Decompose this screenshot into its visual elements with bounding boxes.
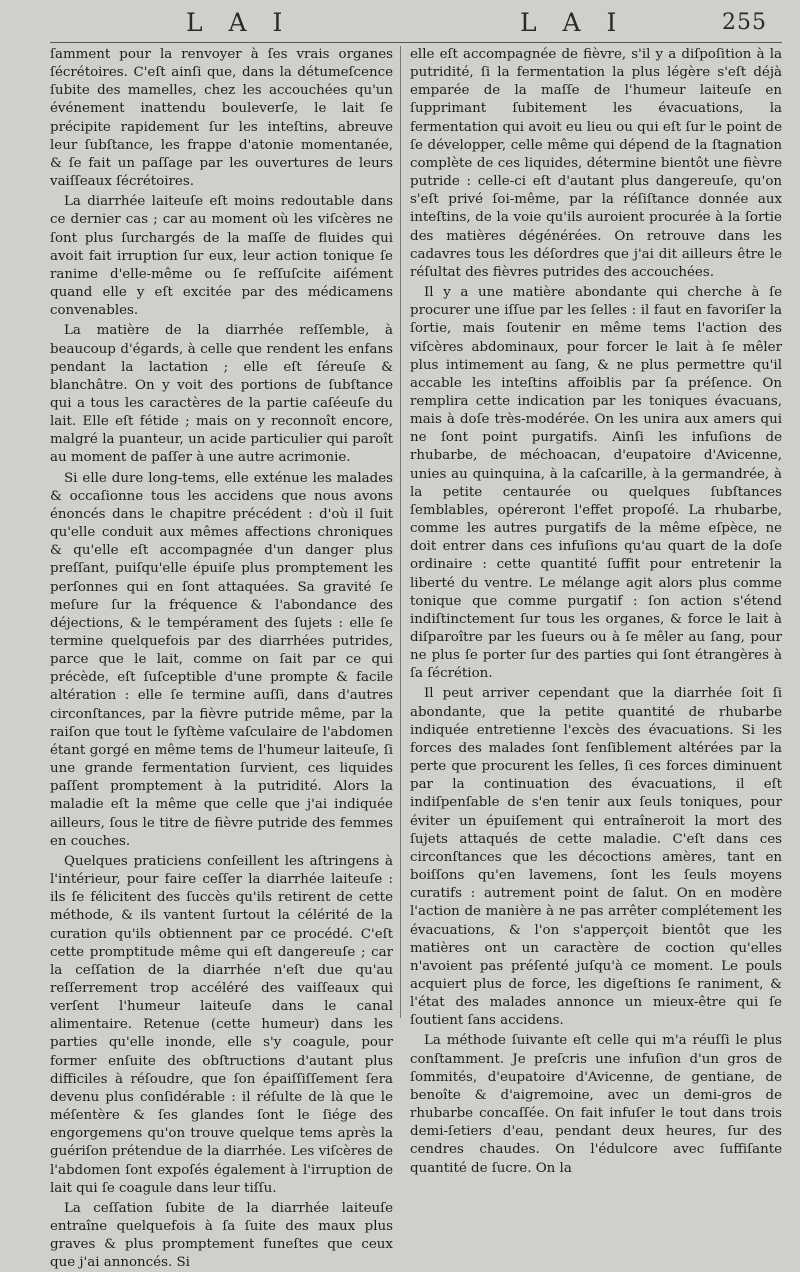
paragraph: ſamment pour la renvoyer à ſes vrais organes ſécrétoires. C'eſt ainſi que, dans la détumeſcence ſubite des mamelles, chez les accouchées qu'un événement inattendu bouleverſe, le lait ſe précipite rapidement ſur les inteſtins, abreuve leur ſubſtance, les frappe d'atonie momentanée, & ſe fait un paſſage par les ouvertures de leurs vaiſſeaux ſécrétoires.	[50, 47, 393, 190]
paragraph: elle eſt accompagnée de fièvre, s'il y a diſpoſition à la putridité, ſi la fermentation la plus légère s'eſt déjà emparée de la maſſe de l'humeur laiteuſe en ſupprimant ſubitement les évacuations, la fermentation qui avoit eu lieu ou qui eſt ſur le point de ſe développer, celle même qui dépend de la ſtagnation complète de ces liquides, détermine bientôt une fièvre putride : celle-ci eſt d'autant plus dangereuſe, qu'on s'eſt privé ſoi-même, par la réſiſtance donnée aux inteſtins, de la voie qu'ils auroient procurée à la ſortie des matières dégénérées. On retrouve dans les cadavres tous les déſordres que j'ai dit ailleurs être le réſultat des fièvres putrides des accouchées.	[410, 47, 782, 280]
right-column	[410, 46, 782, 1176]
paragraph: La méthode ſuivante eſt celle qui m'a réuſſi le plus conſtamment. Je preſcris une infuſion d'un gros de ſommités, d'eupatoire d'Avicenne, de gentiane, de benoîte & d'aigremoine, avec un demi-gros de rhubarbe concaſſée. On fait infuſer le tout dans trois demi-ſetiers d'eau, pendant deux heures, ſur des cendres chaudes. On l'édulcore avec ſuffiſante quantité de ſucre. On la	[410, 1033, 782, 1176]
page-number: 255	[722, 10, 767, 35]
left-column	[50, 46, 393, 1271]
paragraph: Si elle dure long-tems, elle exténue les malades & occaſionne tous les accidens que nous avons énoncés dans le chapitre précédent : d'où il ſuit qu'elle conduit aux mêmes affections chroniques & qu'elle eſt accompagnée d'un danger plus preſſant, puiſqu'elle épuiſe plus promptement les perſonnes qui en ſont attaquées. Sa gravité ſe meſure ſur la fréquence & l'abondance des déjections, & le tempérament des ſujets : elle ſe termine quelquefois par des diarrhées putrides, parce que le lait, comme on ſait par ce qui précède, eſt ſuſceptible d'une prompte & facile altération : elle ſe termine auſſi, dans d'autres circonſtances, par la fièvre putride même, par la raiſon que tout le ſyſtème vaſculaire de l'abdomen étant gorgé en même tems de l'humeur laiteuſe, ſi une grande fermentation ſurvient, ces liquides paſſent promptement à la putridité. Alors la maladie eſt la même que celle que j'ai indiquée ailleurs, ſous le titre de fièvre putride des femmes en couches.	[50, 470, 393, 849]
running-head-left: L A I	[186, 8, 292, 37]
paragraph: Il y a une matière abondante qui cherche à ſe procurer une iſſue par les ſelles : il faut en favoriſer la ſortie, mais ſoutenir en même tems l'action des viſcères abdominaux, pour forcer le lait à ſe mêler plus intimement au ſang, & ne plus permettre qu'il accable les inteſtins affoiblis par ſa préſence. On remplira cette indication par les toniques évacuans, mais à doſe très-modérée. On les unira aux amers qui ne ſont point purgatifs. Ainſi les infuſions de rhubarbe, de méchoacan, d'eupatoire d'Avicenne, unies au quinquina, à la caſcarille, à la germandrée, à la petite centaurée ou quelques ſubſtances ſemblables, opéreront l'effet propoſé. La rhubarbe, comme les autres purgatifs de la même eſpèce, ne doit entrer dans ces infuſions qu'au quart de la doſe ordinaire : cette quantité ſuffit pour entretenir la liberté du ventre. Le mélange agit alors plus comme tonique que comme purgatif : ſon action s'étend indiſtinctement ſur tous les organes, & force le lait à diſparoître par les ſueurs ou à ſe mêler au ſang, pour ne plus ſe porter ſur des parties qui ſont étrangères à ſa ſécrétion.	[410, 285, 782, 682]
paragraph: La ceſſation ſubite de la diarrhée laiteuſe entraîne quelquefois à ſa ſuite des maux plus graves & plus promptement funeſtes que ceux que j'ai annoncés. Si	[50, 1200, 393, 1271]
header-rule	[50, 42, 782, 43]
column-divider	[400, 46, 401, 1018]
paragraph: Quelques praticiens conſeillent les aſtringens à l'intérieur, pour faire ceſſer la diarrhée laiteuſe : ils ſe félicitent des ſuccès qu'ils retirent de cette méthode, & ils vantent ſurtout la célérité de la curation qu'ils obtiennent par ce procédé. C'eſt cette promptitude même qui eſt dangereuſe ; car la ceſſation de la diarrhée n'eſt due qu'au reſſerrement trop accéléré des vaiſſeaux qui verſent l'humeur laiteuſe dans le canal alimentaire. Retenue (cette humeur) dans les parties qu'elle inonde, elle s'y coagule, pour former enſuite des obſtructions d'autant plus difficiles à réſoudre, que ſon épaiſſiſſement ſera devenu plus conſidérable : il réſulte de là que le méſentère & ſes glandes ſont le ſiége des engorgemens qu'on trouve quelque tems après la guériſon prétendue de la diarrhée. Les viſcères de l'abdomen ſont expoſés également à l'irruption de lait qui ſe coagule dans leur tiſſu.	[50, 853, 393, 1196]
paragraph: Il peut arriver cependant que la diarrhée ſoit ſi abondante, que la petite quantité de rhubarbe indiquée entretienne l'excès des évacuations. Si les forces des malades ſont ſenſiblement altérées par la perte que procurent les ſelles, ſi ces forces diminuent par la continuation des évacuations, il eſt indiſpenſable de s'en tenir aux ſeuls toniques, pour éviter un épuiſement qui entraîneroit la mort des ſujets attaqués de cette maladie. C'eſt dans ces circonſtances que les décoctions amères, tant en boiſſons qu'en lavemens, ſont les ſeuls moyens curatifs : autrement point de ſalut. On en modère l'action de manière à ne pas arrêter complétement les évacuations, & l'on s'apperçoit bientôt que les matières ont un caractère de coction qu'elles n'avoient pas préſenté juſqu'à ce moment. Le pouls acquiert plus de force, les digeſtions ſe raniment, & l'état des malades annonce un mieux-être qui ſe ſoutient ſans accidens.	[410, 686, 782, 1029]
running-head-right: L A I	[520, 8, 626, 37]
paragraph: La diarrhée laiteuſe eſt moins redoutable dans ce dernier cas ; car au moment où les viſcères ne ſont plus ſurchargés de la maſſe de fluides qui avoit fait irruption ſur eux, leur action tonique ſe ranime d'elle-même ou ſe reſſuſcite aiſément quand elle y eſt excitée par des médicamens convenables.	[50, 194, 393, 319]
paragraph: La matière de la diarrhée reſſemble, à beaucoup d'égards, à celle que rendent les enfans pendant la lactation ; elle eſt ſéreuſe & blanchâtre. On y voit des portions de ſubſtance qui a tous les caractères de la partie caſéeuſe du lait. Elle eſt fétide ; mais on y reconnoît encore, malgré la puanteur, un acide particulier qui paroît au moment de paſſer à une autre acrimonie.	[50, 323, 393, 466]
